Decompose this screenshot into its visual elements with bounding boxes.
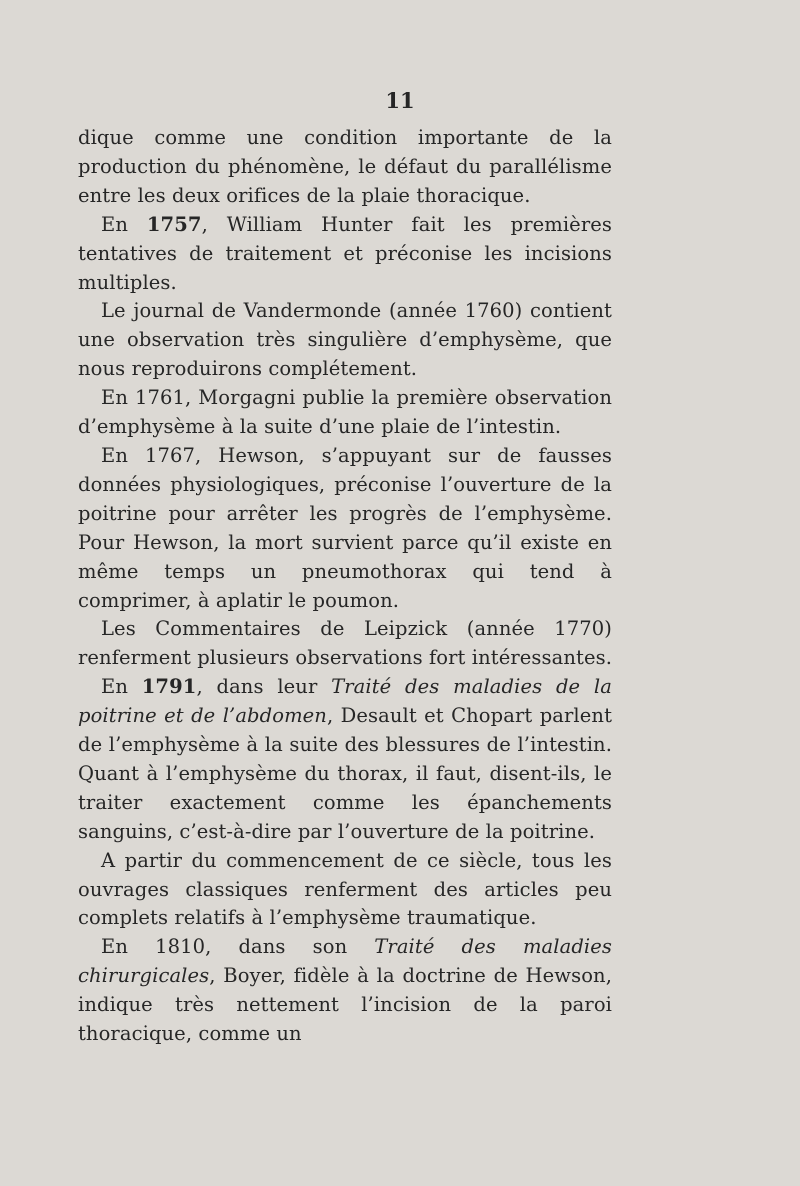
paragraph (78, 442, 612, 615)
text-run: , William Hunter fait les premières tentatives de traitement et préconise les incisions multiples. (78, 212, 612, 294)
paragraph (78, 673, 612, 846)
text-run: dique comme une condition importante de la production du phénomène, le défaut du parallélisme entre les deux orifices de la plaie thoracique. (78, 126, 612, 207)
page-number: 11 (385, 88, 415, 113)
text-run: En (101, 675, 142, 699)
text-run: En (101, 212, 147, 236)
text-run: En 1767, Hewson, s’appuyant sur de fausses données physiologiques, préconise l’ouverture de la poitrine pour arrêter les progrès de l’emphysème. Pour Hewson, la mort survient parce qu’il existe en même temps un pneumothorax qui tend à comprimer, à aplatir le poumon. (78, 443, 612, 612)
paragraph (78, 615, 612, 673)
text-run: En 1810, dans son (101, 935, 375, 959)
paragraph (78, 124, 612, 211)
paragraph (78, 933, 612, 1049)
text-run: Le journal de Vandermonde (année 1760) contient une observation très singulière d’emphysème, que nous reproduirons complétement. (78, 299, 612, 381)
text-run: A partir du commencement de ce siècle, tous les ouvrages classiques renferment des articles peu complets relatifs à l’emphysème traumatique. (78, 848, 612, 930)
bold-year: 1757 (146, 212, 202, 236)
body-text (78, 124, 612, 1049)
italic-title: Traité des maladies de la poitrine et de l’abdomen (78, 675, 612, 728)
paragraph (78, 297, 612, 384)
text-run: , Desault et Chopart parlent de l’emphysème à la suite des blessures de l’intestin. Quant à l’emphysème du thorax, il faut, disent-ils, le traiter exactement comme les épanchements sanguins, c’est-à-dire par l’ouverture de la poitrine. (78, 704, 613, 843)
paragraph (78, 211, 612, 298)
text-run: Les Commentaires de Leipzick (année 1770) renferment plusieurs observations fort intéressantes. (78, 617, 613, 670)
paragraph (78, 847, 612, 934)
bold-year: 1791 (141, 675, 197, 699)
text-run: En 1761, Morgagni publie la première observation d’emphysème à la suite d’une plaie de l’intestin. (78, 386, 612, 439)
text-run: , Boyer, fidèle à la doctrine de Hewson, indique très nettement l’incision de la paroi thoracique, comme un (78, 964, 612, 1046)
text-run: , dans leur (196, 675, 332, 699)
paragraph (78, 384, 612, 442)
italic-title: Traité des maladies chirurgicales (78, 935, 612, 988)
